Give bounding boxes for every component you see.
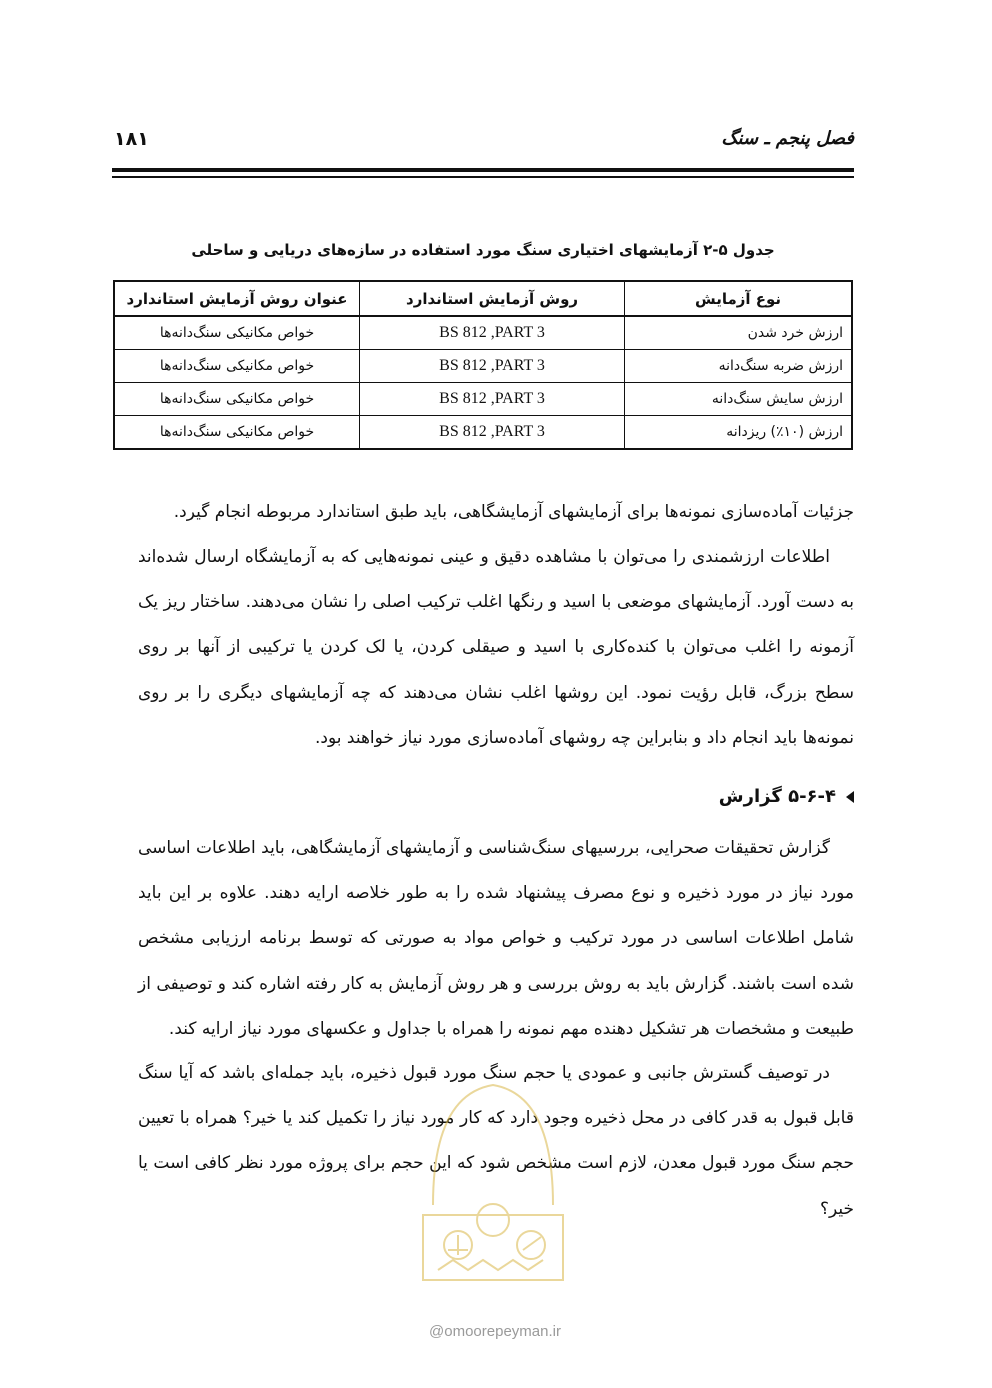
cell-test-type: ارزش خرد شدن	[625, 316, 852, 350]
cell-test-method: BS 812 ,PART 3	[360, 350, 625, 383]
paragraph-observation	[138, 535, 854, 761]
triangle-bullet-icon	[846, 791, 854, 803]
paragraph-text: گزارش تحقیقات صحرایی، بررسیهای سنگ‌شناسی و آزمایشهای آزمایشگاهی، باید اطلاعات اساسی مورد نیاز در مورد ذخیره و نوع مصرف پیشنهاد شده را به طور خلاصه ارایه دهند. علاوه بر این باید شامل اطلاعات اساسی در مورد ترکیب و خواص مواد به صورتی که توسط برنامه ارزیابی مشخص شده است باشند. گزارش باید به روش بررسی و هر روش آزمایش به کار رفته اشاره کند و توصیفی از طبیعت و مشخصات هر تشکیل دهنده مهم نمونه را همراه با جداول و عکسهای مورد نیاز ارایه کند.	[138, 838, 854, 1039]
cell-method-title: خواص مکانیکی سنگ‌دانه‌ها	[114, 316, 360, 350]
cell-test-method: BS 812 ,PART 3	[360, 316, 625, 350]
cell-method-title: خواص مکانیکی سنگ‌دانه‌ها	[114, 383, 360, 416]
cell-test-method: BS 812 ,PART 3	[360, 383, 625, 416]
table-header-row	[114, 281, 852, 316]
table-caption: جدول ۵-۲ آزمایشهای اختیاری سنگ مورد استفاده در سازه‌های دریایی و ساحلی	[191, 241, 775, 259]
at-sign-icon: @	[429, 1323, 445, 1340]
section-heading	[719, 786, 854, 807]
cell-test-method: BS 812 ,PART 3	[360, 416, 625, 450]
running-title: فصل پنجم ـ سنگ	[721, 128, 854, 149]
page-number: ۱۸۱	[114, 128, 149, 150]
cell-test-type: ارزش (۱۰٪) ریزدانه	[625, 416, 852, 450]
paragraph-report	[138, 826, 854, 1052]
watermark-site: omoorepeyman.ir	[444, 1323, 561, 1340]
cell-method-title: خواص مکانیکی سنگ‌دانه‌ها	[114, 416, 360, 450]
cell-test-type: ارزش ضربه سنگ‌دانه	[625, 350, 852, 383]
watermark-site-text	[400, 1323, 590, 1340]
header-rule-thick	[112, 168, 854, 172]
column-header-test-method: روش آزمایش استاندارد	[360, 281, 625, 316]
paragraph-sample-preparation	[138, 490, 854, 535]
paragraph-text: در توصیف گسترش جانبی و عمودی یا حجم سنگ مورد قبول ذخیره، باید جمله‌ای باشد که آیا سنگ قابل قبول به قدر کافی در محل ذخیره وجود دارد که کار مورد نیاز را تکمیل کند یا خیر؟ همراه با تعیین حجم سنگ مورد قبول معدن، لازم است مشخص شود که این حجم برای پروژه مورد نظر کافی است یا خیر؟	[138, 1063, 854, 1219]
cell-method-title: خواص مکانیکی سنگ‌دانه‌ها	[114, 350, 360, 383]
section-heading-text: ۵-۶-۴ گزارش	[718, 786, 836, 807]
table-row	[114, 383, 852, 416]
column-header-test-type: نوع آزمایش	[625, 281, 852, 316]
paragraph-volume	[138, 1051, 854, 1232]
paragraph-text: جزئیات آماده‌سازی نمونه‌ها برای آزمایشهای آزمایشگاهی، باید طبق استاندارد مربوطه انجام گیرد.	[173, 502, 854, 522]
standard-tests-table	[113, 280, 853, 450]
column-header-method-title: عنوان روش آزمایش استاندارد	[114, 281, 360, 316]
header-rule-thin	[112, 176, 854, 178]
cell-test-type: ارزش سایش سنگ‌دانه	[625, 383, 852, 416]
table-row	[114, 416, 852, 450]
table-row	[114, 350, 852, 383]
paragraph-text: اطلاعات ارزشمندی را می‌توان با مشاهده دقیق و عینی نمونه‌هایی که به آزمایشگاه ارسال شده‌اند به دست آورد. آزمایشهای موضعی با اسید و رنگها اغلب ترکیب اصلی را نشان می‌دهند. ساختار ریز یک آزمونه را اغلب می‌توان با کنده‌کاری با اسید و صیقلی کردن، یا لک کردن یا ترکیبی از آنها بر روی سطح بزرگ، قابل رؤیت نمود. این روشها اغلب نشان می‌دهند که چه آزمایشهای دیگری را بر روی نمونه‌ها باید انجام داد و بنابراین چه روشهای آماده‌سازی مورد نیاز خواهند بود.	[138, 547, 854, 748]
table-row	[114, 316, 852, 350]
